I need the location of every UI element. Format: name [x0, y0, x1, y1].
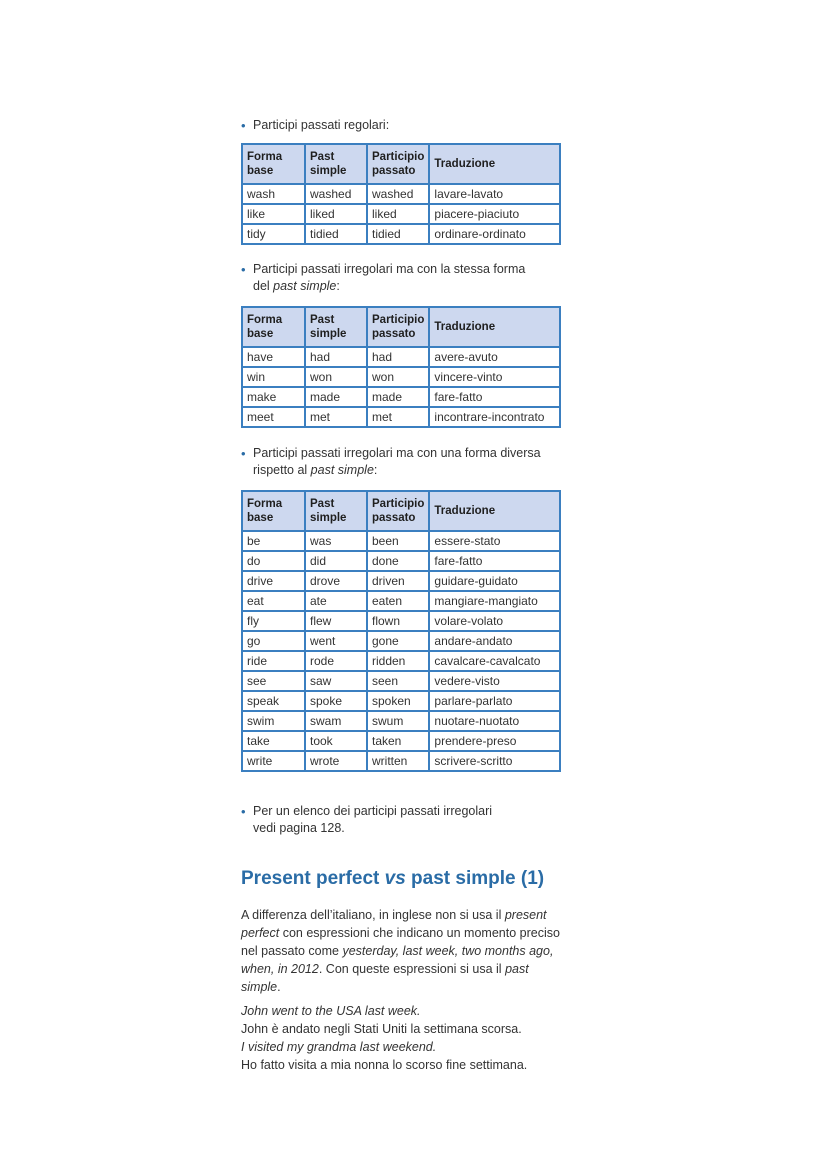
bullet-text: Participi passati regolari: [253, 118, 390, 132]
cell-forma-base: make [242, 387, 305, 407]
bullet-dot-icon: • [241, 118, 246, 133]
cell-forma-base: go [242, 631, 305, 651]
cell-past-simple: had [305, 347, 367, 367]
cell-traduzione: incontrare-incontrato [429, 407, 560, 427]
cell-traduzione: nuotare-nuotato [429, 711, 560, 731]
bullet-see-page [241, 803, 492, 837]
cell-participio: done [367, 551, 429, 571]
bullet-dot-icon: • [241, 804, 246, 819]
cell-past-simple: took [305, 731, 367, 751]
example-italian: Ho fatto visita a mia nonna lo scorso fine settimana. [241, 1058, 528, 1072]
example-italian: John è andato negli Stati Uniti la settimana scorsa. [241, 1022, 522, 1036]
cell-traduzione: fare-fatto [429, 551, 560, 571]
header-traduzione: Traduzione [429, 144, 560, 184]
cell-participio: tidied [367, 224, 429, 244]
header-traduzione: Traduzione [429, 491, 560, 531]
section-title: Present perfect vs past simple (1) [241, 868, 545, 889]
cell-forma-base: ride [242, 651, 305, 671]
table-row [242, 611, 560, 631]
cell-forma-base: do [242, 551, 305, 571]
table-irregular-different-form [241, 490, 561, 772]
bullet-irregular-different-form [241, 445, 541, 479]
header-participio-passato: Participio passato [367, 491, 429, 531]
table-row [242, 387, 560, 407]
cell-participio: flown [367, 611, 429, 631]
header-participio-passato: Participio passato [367, 144, 429, 184]
bullet-regular-participles [241, 117, 389, 134]
cell-participio: spoken [367, 691, 429, 711]
cell-traduzione: volare-volato [429, 611, 560, 631]
bullet-dot-icon: • [241, 446, 246, 461]
bullet-text: Participi passati irregolari ma con una forma diversa rispetto al past simple: [253, 446, 541, 477]
header-forma-base: Forma base [242, 307, 305, 347]
cell-forma-base: take [242, 731, 305, 751]
table-row [242, 531, 560, 551]
cell-traduzione: lavare-lavato [429, 184, 560, 204]
cell-traduzione: guidare-guidato [429, 571, 560, 591]
explanation-paragraph: A differenza dell’italiano, in inglese non si usa il present perfect con espressioni che indicano un momento preciso nel passato come yesterday, last week, two months ago, when, in 2012. Con queste espressioni si usa il past simple. [241, 908, 560, 994]
example-english: John went to the USA last week. [241, 1004, 421, 1018]
cell-traduzione: prendere-preso [429, 731, 560, 751]
cell-participio: had [367, 347, 429, 367]
header-past-simple: Past simple [305, 491, 367, 531]
table-row [242, 224, 560, 244]
cell-past-simple: wrote [305, 751, 367, 771]
table-irregular-same-form [241, 306, 561, 428]
cell-past-simple: spoke [305, 691, 367, 711]
cell-participio: ridden [367, 651, 429, 671]
cell-traduzione: avere-avuto [429, 347, 560, 367]
table-row [242, 367, 560, 387]
cell-forma-base: eat [242, 591, 305, 611]
cell-participio: eaten [367, 591, 429, 611]
cell-forma-base: like [242, 204, 305, 224]
cell-participio: gone [367, 631, 429, 651]
cell-participio: met [367, 407, 429, 427]
bullet-irregular-same-form [241, 261, 525, 295]
table-row [242, 347, 560, 367]
cell-forma-base: have [242, 347, 305, 367]
cell-traduzione: essere-stato [429, 531, 560, 551]
cell-forma-base: fly [242, 611, 305, 631]
table-row [242, 204, 560, 224]
table-row [242, 751, 560, 771]
cell-past-simple: was [305, 531, 367, 551]
cell-participio: been [367, 531, 429, 551]
cell-participio: written [367, 751, 429, 771]
cell-traduzione: fare-fatto [429, 387, 560, 407]
cell-traduzione: vincere-vinto [429, 367, 560, 387]
cell-past-simple: rode [305, 651, 367, 671]
cell-past-simple: ate [305, 591, 367, 611]
cell-participio: driven [367, 571, 429, 591]
cell-participio: taken [367, 731, 429, 751]
cell-past-simple: won [305, 367, 367, 387]
table-row [242, 184, 560, 204]
cell-traduzione: cavalcare-cavalcato [429, 651, 560, 671]
cell-forma-base: drive [242, 571, 305, 591]
cell-forma-base: tidy [242, 224, 305, 244]
header-past-simple: Past simple [305, 307, 367, 347]
cell-traduzione: vedere-visto [429, 671, 560, 691]
cell-past-simple: met [305, 407, 367, 427]
cell-past-simple: did [305, 551, 367, 571]
table-row [242, 731, 560, 751]
cell-past-simple: saw [305, 671, 367, 691]
cell-traduzione: mangiare-mangiato [429, 591, 560, 611]
cell-participio: liked [367, 204, 429, 224]
table-regular-participles [241, 143, 561, 245]
cell-forma-base: swim [242, 711, 305, 731]
header-forma-base: Forma base [242, 144, 305, 184]
bullet-text: Participi passati irregolari ma con la stessa forma del past simple: [253, 262, 526, 293]
cell-past-simple: made [305, 387, 367, 407]
cell-participio: made [367, 387, 429, 407]
cell-traduzione: piacere-piaciuto [429, 204, 560, 224]
cell-traduzione: ordinare-ordinato [429, 224, 560, 244]
cell-forma-base: meet [242, 407, 305, 427]
header-traduzione: Traduzione [429, 307, 560, 347]
table-row [242, 591, 560, 611]
header-participio-passato: Participio passato [367, 307, 429, 347]
table-row [242, 691, 560, 711]
cell-traduzione: andare-andato [429, 631, 560, 651]
cell-traduzione: scrivere-scritto [429, 751, 560, 771]
cell-past-simple: washed [305, 184, 367, 204]
cell-participio: won [367, 367, 429, 387]
cell-traduzione: parlare-parlato [429, 691, 560, 711]
cell-past-simple: liked [305, 204, 367, 224]
table-row [242, 407, 560, 427]
cell-forma-base: be [242, 531, 305, 551]
table-row [242, 631, 560, 651]
cell-participio: washed [367, 184, 429, 204]
cell-past-simple: swam [305, 711, 367, 731]
cell-forma-base: write [242, 751, 305, 771]
cell-forma-base: speak [242, 691, 305, 711]
table-row [242, 671, 560, 691]
cell-forma-base: see [242, 671, 305, 691]
table-row [242, 711, 560, 731]
cell-past-simple: tidied [305, 224, 367, 244]
cell-participio: swum [367, 711, 429, 731]
cell-past-simple: went [305, 631, 367, 651]
bullet-dot-icon: • [241, 262, 246, 277]
table-row [242, 551, 560, 571]
cell-participio: seen [367, 671, 429, 691]
table-row [242, 571, 560, 591]
bullet-text: Per un elenco dei participi passati irregolari vedi pagina 128. [253, 804, 493, 835]
example-english: I visited my grandma last weekend. [241, 1040, 437, 1054]
cell-past-simple: drove [305, 571, 367, 591]
cell-forma-base: wash [242, 184, 305, 204]
table-row [242, 651, 560, 671]
header-forma-base: Forma base [242, 491, 305, 531]
header-past-simple: Past simple [305, 144, 367, 184]
examples [241, 1002, 571, 1074]
cell-forma-base: win [242, 367, 305, 387]
cell-past-simple: flew [305, 611, 367, 631]
